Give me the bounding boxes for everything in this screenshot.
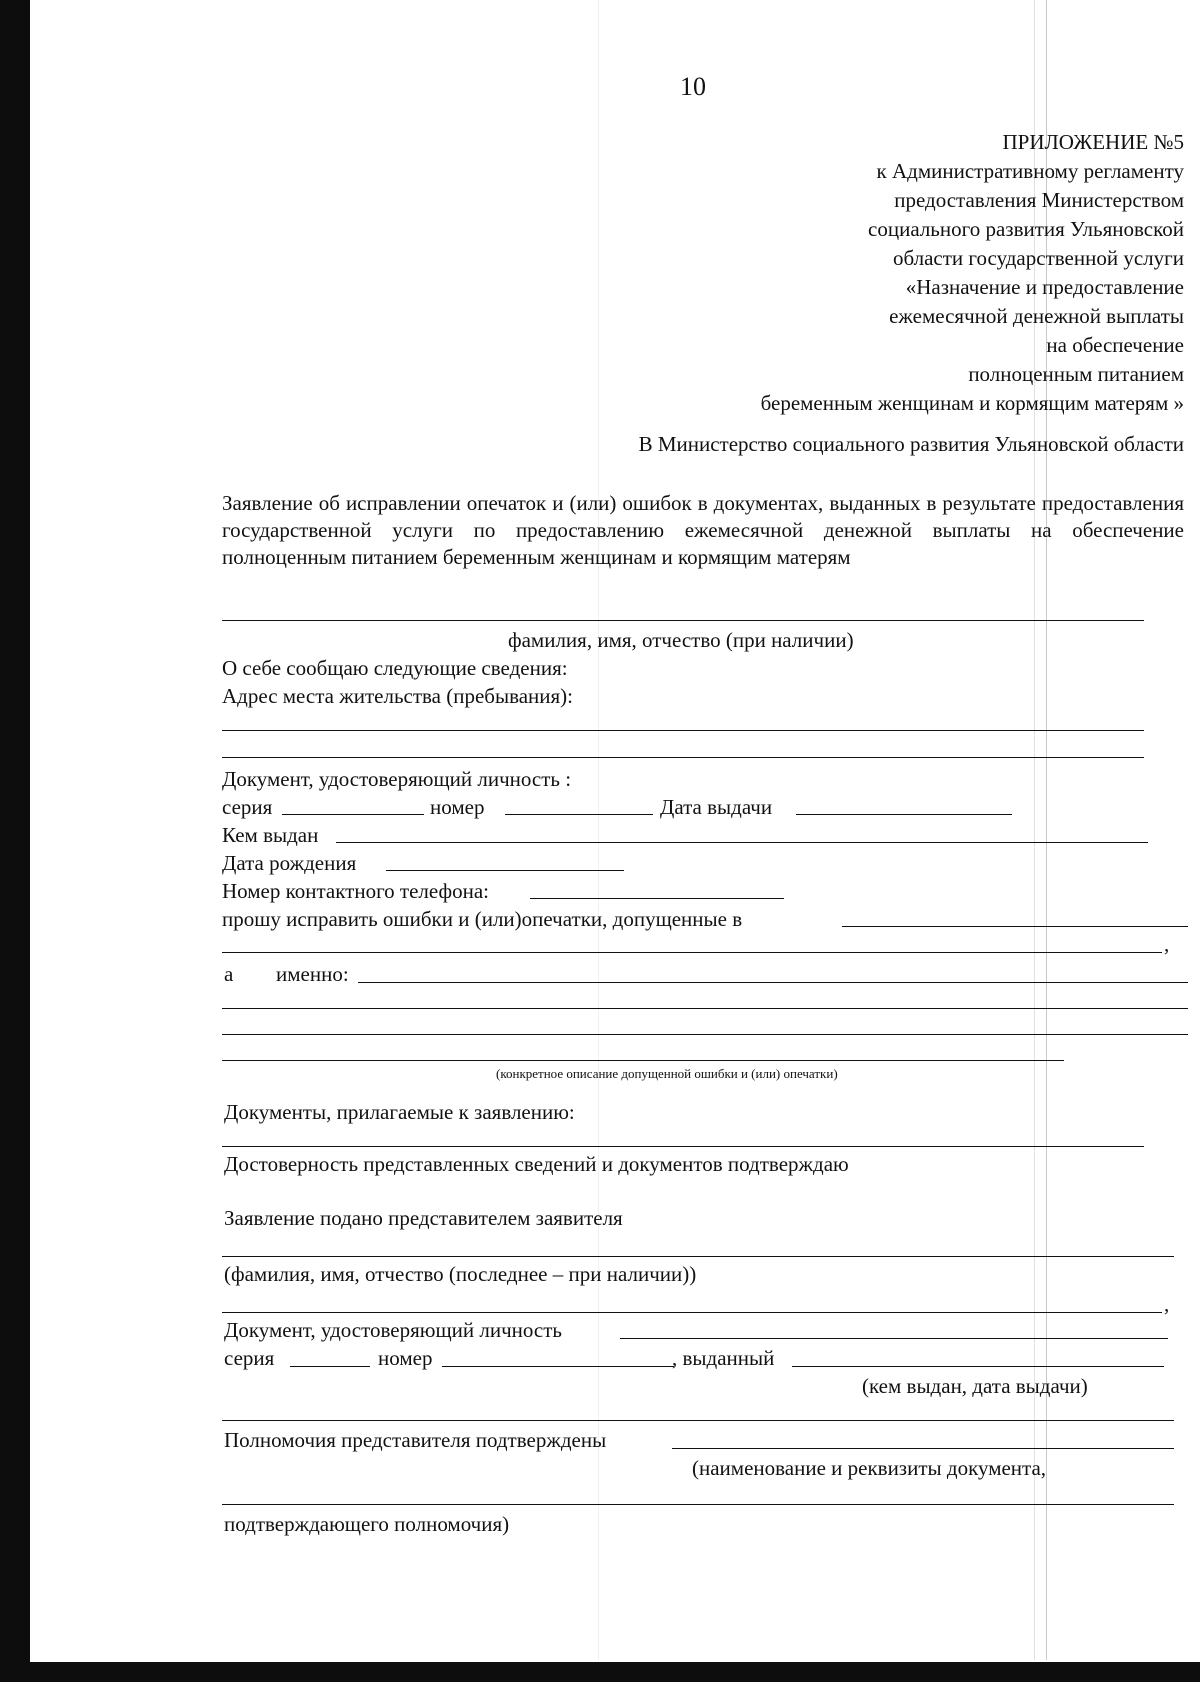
number-label: номер <box>430 795 485 819</box>
fio-caption: фамилия, имя, отчество (при наличии) <box>508 628 854 652</box>
phone-field[interactable] <box>530 898 784 899</box>
rep-issued-field[interactable] <box>792 1366 1164 1367</box>
series-field[interactable] <box>282 814 424 815</box>
rep-number-label: номер <box>378 1346 433 1370</box>
birth-date-label: Дата рождения <box>222 851 357 875</box>
error-caption: (конкретное описание допущенной ошибки и (или) опечатки) <box>496 1066 838 1081</box>
appendix-line: ПРИЛОЖЕНИЕ №5 <box>1002 130 1184 154</box>
confirm-text: Достоверность представленных сведений и документов подтверждаю <box>224 1152 849 1176</box>
namely-label: именно: <box>276 962 349 986</box>
authority-caption-2: подтверждающего полномочия) <box>224 1512 510 1536</box>
scan-crease <box>598 0 599 1660</box>
rep-number-field[interactable] <box>442 1366 674 1367</box>
rep-fio-field-2[interactable] <box>222 1312 1162 1313</box>
authority-field[interactable] <box>672 1448 1174 1449</box>
address-label: Адрес места жительства (пребывания): <box>222 684 574 708</box>
issued-by-label: Кем выдан <box>222 823 319 847</box>
error-description-field-4[interactable] <box>222 1060 1064 1061</box>
scan-edge-left <box>0 0 30 1682</box>
scan-edge-bottom <box>0 1662 1200 1682</box>
issue-date-label: Дата выдачи <box>660 795 773 819</box>
request-document-field[interactable] <box>842 926 1188 927</box>
rep-id-document-label: Документ, удостоверяющий личность <box>224 1318 562 1342</box>
appendix-line: ежемесячной денежной выплаты <box>889 304 1184 328</box>
rep-issued-label: , выданный <box>672 1346 775 1370</box>
appendix-line: социального развития Ульяновской <box>868 217 1184 241</box>
series-label: серия <box>222 795 273 819</box>
appendix-line: к Административному регламенту <box>876 159 1184 183</box>
authority-label: Полномочия представителя подтверждены <box>224 1428 607 1452</box>
error-description-field[interactable] <box>358 982 1188 983</box>
rep-fio-caption: (фамилия, имя, отчество (последнее – при наличии)) <box>224 1262 697 1286</box>
number-field[interactable] <box>505 814 653 815</box>
rep-fio-field[interactable] <box>222 1256 1174 1257</box>
attached-docs-label: Документы, прилагаемые к заявлению: <box>224 1100 575 1124</box>
appendix-line: «Назначение и предоставление <box>905 275 1184 299</box>
rep-series-field[interactable] <box>290 1366 370 1367</box>
phone-label: Номер контактного телефона: <box>222 879 489 903</box>
appendix-line: беременным женщинам и кормящим матерям » <box>760 391 1184 415</box>
namely-a: а <box>224 962 234 986</box>
page-number: 10 <box>680 72 706 101</box>
addressee: В Министерство социального развития Ульяновской области <box>638 432 1184 456</box>
error-description-field-3[interactable] <box>222 1034 1188 1035</box>
appendix-line: на обеспечение <box>1046 333 1184 357</box>
attached-docs-field[interactable] <box>222 1146 1144 1147</box>
comma: , <box>1164 932 1170 956</box>
comma-2: , <box>1164 1292 1170 1316</box>
appendix-line: полноценным питанием <box>968 362 1184 386</box>
rep-issued-caption: (кем выдан, дата выдачи) <box>862 1374 1088 1398</box>
document-title: Заявление об исправлении опечаток и (или) ошибок в документах, выданных в результате предоставления государственной услуги по предоставлению ежемесячной денежной выплаты на обеспечение полноценным питанием беременным женщинам и кормящим матерям <box>222 491 1184 569</box>
issue-date-field[interactable] <box>796 814 1012 815</box>
id-document-label: Документ, удостоверяющий личность : <box>222 767 572 791</box>
rep-id-document-field[interactable] <box>620 1338 1168 1339</box>
representative-label: Заявление подано представителем заявителя <box>224 1206 623 1230</box>
address-field-2[interactable] <box>222 757 1144 758</box>
about-self-label: О себе сообщаю следующие сведения: <box>222 656 568 680</box>
request-document-field-2[interactable] <box>222 952 1162 953</box>
rep-issued-field-2[interactable] <box>222 1420 1174 1421</box>
error-description-field-2[interactable] <box>222 1008 1188 1009</box>
authority-field-2[interactable] <box>222 1504 1174 1505</box>
issued-by-field[interactable] <box>336 842 1148 843</box>
fio-field[interactable] <box>222 620 1144 621</box>
appendix-line: предоставления Министерством <box>894 188 1184 212</box>
request-label: прошу исправить ошибки и (или)опечатки, допущенные в <box>222 907 743 931</box>
birth-date-field[interactable] <box>386 870 624 871</box>
rep-series-label: серия <box>224 1346 275 1370</box>
appendix-header <box>624 128 1184 418</box>
address-field[interactable] <box>222 730 1144 731</box>
appendix-line: области государственной услуги <box>892 246 1184 270</box>
authority-caption: (наименование и реквизиты документа, <box>692 1456 1047 1480</box>
